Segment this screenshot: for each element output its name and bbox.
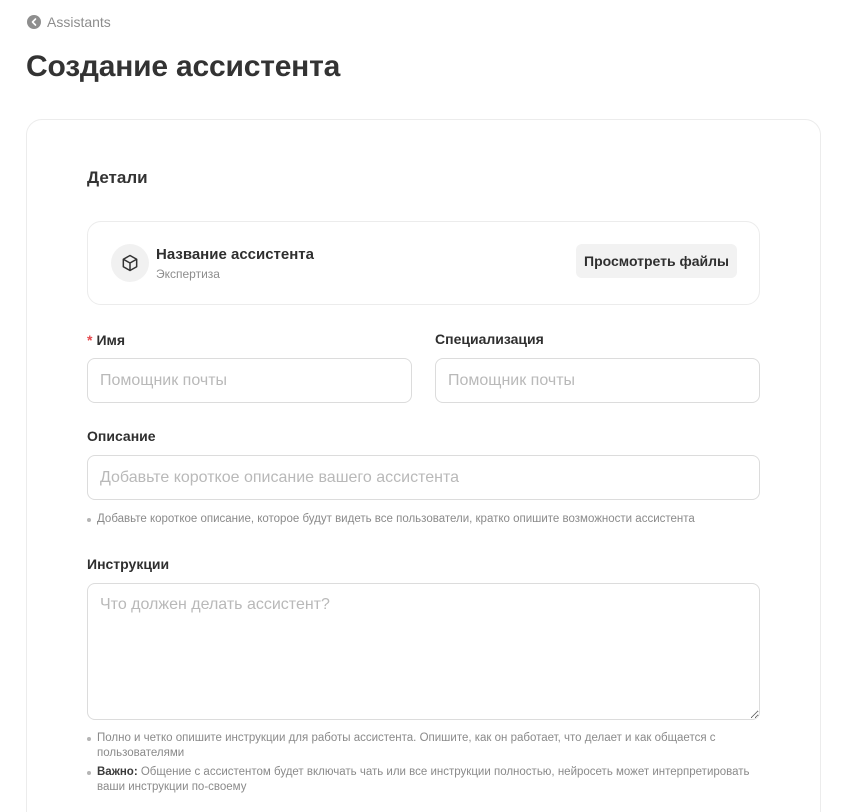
- arrow-left-circle-icon: [27, 15, 41, 29]
- cube-icon: [120, 253, 140, 273]
- instructions-hint: [97, 731, 757, 761]
- section-title-details: Детали: [87, 168, 148, 187]
- instructions-textarea[interactable]: [87, 583, 760, 720]
- page-title: Создание ассистента: [26, 50, 341, 83]
- back-link-label: Assistants: [47, 14, 111, 30]
- assistant-summary-card: [87, 221, 760, 305]
- name-field-label: [87, 332, 125, 348]
- avatar: [111, 244, 149, 282]
- instructions-field-label: Инструкции: [87, 556, 170, 572]
- instructions-important-hint: [97, 765, 757, 795]
- important-hint-text: Общение с ассистентом будет включать чать или все инструкции полностью, нейросеть может интерпретировать ваши инструкции по-своему: [97, 766, 750, 793]
- important-label: Важно:: [97, 766, 138, 778]
- name-label-text: Имя: [96, 332, 126, 348]
- back-link-assistants[interactable]: [27, 14, 111, 30]
- specialization-input[interactable]: [435, 358, 760, 403]
- name-input[interactable]: [87, 358, 412, 403]
- required-mark: *: [87, 332, 93, 348]
- assistant-expertise: Экспертиза: [156, 267, 220, 281]
- specialization-field-label: Специализация: [435, 331, 544, 347]
- instructions-hint-text: Полно и четко опишите инструкции для работы ассистента. Опишите, как он работает, что делает и как общается с пользователями: [97, 732, 716, 759]
- description-hint: Добавьте короткое описание, которое будут видеть все пользователи, кратко опишите возможности ассистента: [97, 513, 695, 525]
- view-files-button[interactable]: Просмотреть файлы: [576, 244, 737, 278]
- assistant-name: Название ассистента: [156, 246, 314, 263]
- description-field-label: Описание: [87, 428, 156, 444]
- description-input[interactable]: [87, 455, 760, 500]
